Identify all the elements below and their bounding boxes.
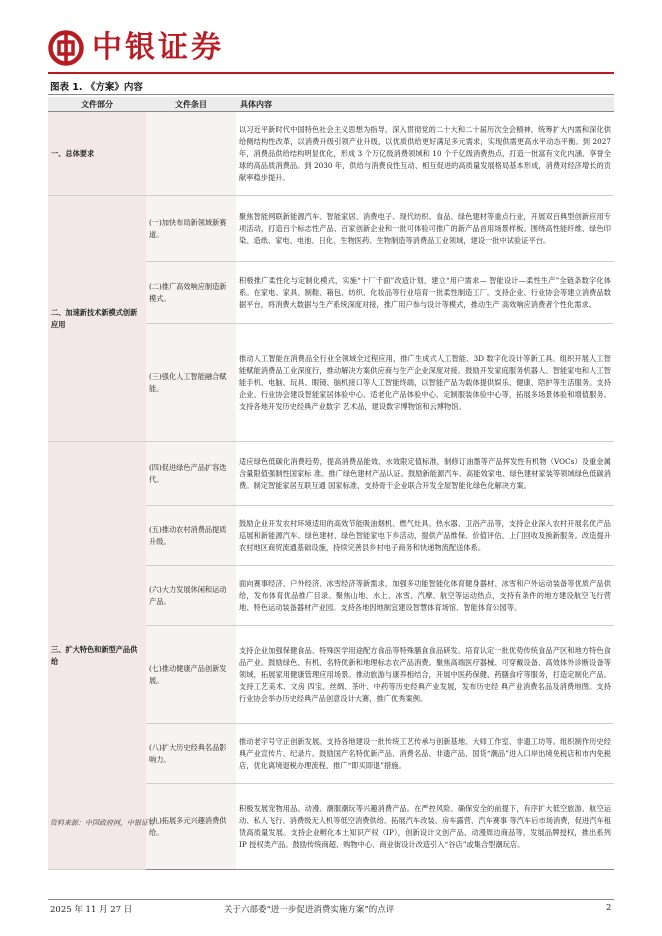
brand-header (48, 26, 224, 70)
table-row (48, 442, 614, 506)
figure-title: 图表 1. 《方案》内容 (50, 82, 143, 93)
section-content-text: 聚焦智能网联新能源汽车、智能家居、消费电子、现代纺织、食品、绿色建材等重点行业，开展双百典型创新应用专项活动，打造百个标志性产品、百家创新企业和一批可体验可推广的新产品首用场景样板。围绕高性能纤维、绿色印染、造纸、家电、电池、日化、生物医药、生物制造等消费品工业领域，建设一批中试验证平台。 (236, 196, 614, 262)
section-part-label: 一、总体要求 (48, 112, 146, 196)
table-row (48, 112, 614, 196)
section-item-label: (八)扩大历史经典名品影响力。 (146, 724, 236, 784)
section-item-label: (三)强化人工智能融合赋能。 (146, 324, 236, 442)
footer-document-title: 关于六部委“进一步促进消费实施方案”的点评 (224, 905, 395, 915)
figure-source: 资料来源：中国政府网，中银证券 (50, 819, 155, 827)
section-item-label: (六)大力发展休闲和运动产品。 (146, 566, 236, 626)
table-row (48, 196, 614, 262)
section-item-label: (五)推动农村消费品提质升级。 (146, 506, 236, 566)
section-item-label: (一)加快布局新领域新赛道。 (146, 196, 236, 262)
column-header-item: 文件条目 (146, 97, 236, 112)
section-content-text: 积极发展宠物用品、动漫、潮服潮玩等兴趣消费产品。在严控风险、确保安全的前提下，有序扩大低空旅游、航空运动、私人飞行、消费级无人机等低空消费供给。拓展汽车改装、房车露营、汽车赛事 等汽车后市场消费，促进汽车租赁高质量发展。支持企业孵化本土知识产权（IP），创新设计文创产品、动漫周边商品等，发展品牌授权，推出系列 IP 授权类产品。鼓励传统商超、购物中心、商业街设计改造引入“谷店”或集合型潮玩店。 (236, 784, 614, 870)
section-content-text: 以习近平新时代中国特色社会主义思想为指导，深入贯彻党的二十大和二十届历次全会精神，统筹扩大内需和深化供给侧结构性改革，以消费升级引领产业升级，以优质供给更好满足多元需求，实现供需更高水平动态平衡。到 2027 年，消费品供给结构明显优化，形成 3 个万亿级消费领域和 10 个千亿级消费热点，打造一批富有文化内涵、享誉全球的高品质消费品。到 2030 年，供给与消费良性互动、相互促进的高质量发展格局基本形成，消费对经济增长的贡献率稳步提升。 (236, 112, 614, 196)
brand-name: 中银证券 (92, 30, 224, 65)
footer-date: 2025 年 11 月 27 日 (50, 905, 133, 915)
table-header-row (48, 97, 614, 112)
section-item-label: (九)拓展多元兴趣消费供给。 (146, 784, 236, 870)
column-header-part: 文件部分 (48, 97, 146, 112)
section-item-label: (二)推广高效响应制造新模式。 (146, 262, 236, 324)
section-content-text: 鼓励企业开发农村环境适用的高效节能吸油烟机、燃气灶具、热水器、卫浴产品等，支持企业深入农村开展名优产品巡展和新能源汽车、绿色建材、绿色智能家电下乡活动，提供产品维保、价值评估、上门回收及换新服务。改造提升农村地区商贸流通基础设施，持续完善县乡村电子商务和快递物流配送体系。 (236, 506, 614, 566)
section-part-label: 二、加速新技术新模式创新应用 (48, 196, 146, 442)
section-item-label: (七)推动健康产品创新发展。 (146, 626, 236, 724)
section-content-text: 支持企业加强保健食品、特殊医学用途配方食品等特殊膳食食品研发。培育认定一批优势传统食品产区和地方特色食品产业。鼓励绿色、有机、名特优新和地理标志农产品消费。聚焦高端医疗器械、可穿戴设备、高效体外诊断设备等领域，拓展家用健康管理应用场景。推动旅游与康养相结合，开展中医药保健、药膳食疗等服务，打造定制化产品。支持工艺美术、文房 四宝、丝绸、茶叶、中药等历史经典产业发展，发布历史经 典产业消费名品及消费地图。支持行业协会举办历史经典产品创意设计大赛，推广优秀案例。 (236, 626, 614, 724)
section-content-text: 积极推广柔性化与定制化模式，实施“十厂千面”改造计划，建立“用户需求— 智能设计—柔性生产”全链条数字化体系。在家电、家具、制鞋、箱包、纺织、化妆品等行业培育一批柔性制造工厂。支持企业、行业协会等建立消费品数据平台，将消费大数据与生产系统深度对接，推广用户参与设计等模式，推动生产 高效响应消费者个性化需求。 (236, 262, 614, 324)
header-divider (48, 72, 614, 74)
section-item-label (146, 112, 236, 196)
figure-title-divider (48, 94, 614, 95)
section-part-label: 三、扩大特色和新型产品供给 (48, 442, 146, 870)
bank-of-china-logo-icon (48, 30, 84, 66)
section-content-text: 推动人工智能在消费品全行业全领域全过程应用，推广生成式人工智能、3D 数字化设计等新工具。组织开展人工智能赋能消费品工业深度行，推动解决方案供应商与生产企业深度对接。鼓励开发家庭服务机器人、智能家电和人工智能手机、电脑、玩具、眼镜、脑机接口等人工智能终端，以智能产品为载体提供娱乐、健康、陪护等生活服务。支持企业、行业协会建设智能家居体验中心、适老化产品体验中心、定制服装体验中心等，拓展多场景体验和增值服务。支持各地开发历史经典产业数字 艺术品，建设数字博物馆和云博物馆。 (236, 324, 614, 442)
section-content-text: 适应绿色低碳化消费趋势，提高消费品能效、水效限定值标准，制修订油墨等产品挥发性有机物（VOCs）及重金属含量限值强制性国家标 准。推广绿色建材产品认证。鼓励新能源汽车、高能效家电、绿色建材家装等领域绿色低碳消费。制定智能家居互联互通 国家标准，支持骨干企业联合开发全屋智能化绿色化解决方案。 (236, 442, 614, 506)
footer-divider (48, 899, 614, 900)
page-number: 2 (606, 903, 612, 913)
section-content-text: 推动老字号守正创新发展。支持各地建设一批传统工艺传承与创新基地、大师工作室、非遗工坊等。组织制作历史经典产业宣传片、纪录片。鼓励国产名特优新产品、消费名品、非遗产品、国货“潮品”进入口岸出境免税店和市内免税店，优化离境退税办理流程，推广“即买即退”措施。 (236, 724, 614, 784)
plan-content-table (48, 97, 614, 870)
section-item-label: (四)促进绿色产品扩容迭代。 (146, 442, 236, 506)
section-content-text: 面向赛事经济、户外经济、冰雪经济等新需求，加强多功能智能化体育健身器材、冰雪和户外运动装备等优质产品供给，发布体育优品推广目录。聚焦山地、水上、冰雪、汽摩、航空等运动热点，支持有条件的地方建设航空飞行营地、特色运动装备器材产业园。支持各地因地制宜建设智慧体育场馆、智能体育公园等。 (236, 566, 614, 626)
column-header-content: 具体内容 (236, 97, 614, 112)
